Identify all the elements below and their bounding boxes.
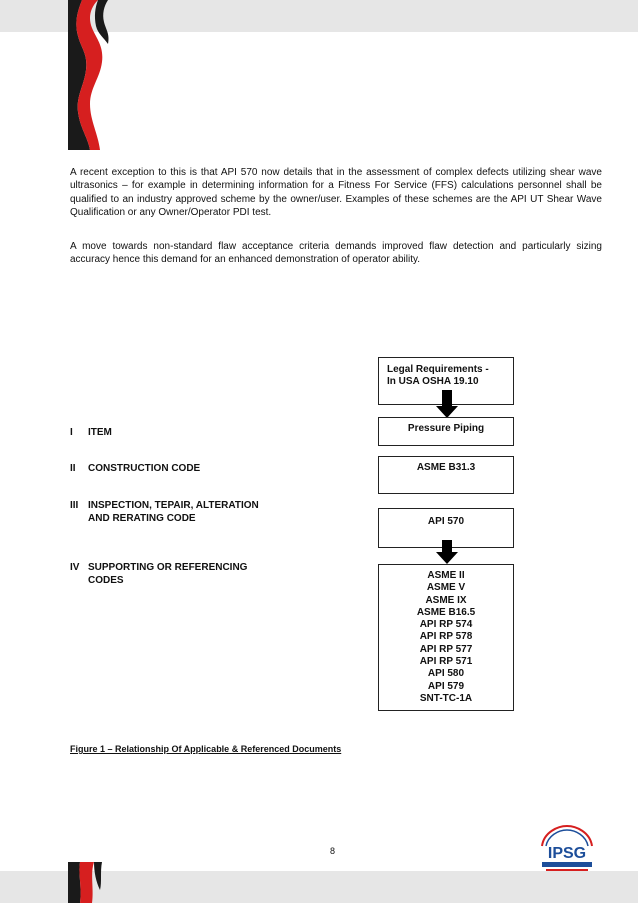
label-numeral: IV [70, 562, 80, 573]
code-item: API 580 [427, 668, 465, 680]
label-numeral: I [70, 427, 73, 438]
logo-text: IPSG [547, 845, 587, 862]
code-item: ASME II [427, 570, 465, 581]
flame-logo-icon [68, 0, 112, 150]
label-numeral: II [70, 463, 76, 474]
label-text: ITEM [88, 427, 112, 438]
code-item: API RP 577 [419, 643, 473, 655]
referenced-codes-box [378, 564, 514, 711]
code-item: ASME B16.5 [416, 606, 476, 618]
box-line: Legal Requirements - [387, 364, 489, 375]
down-arrow-icon [436, 540, 458, 566]
code-item: ASME V [426, 582, 466, 594]
page-number: 8 [330, 846, 336, 856]
label-text: CONSTRUCTION CODE [88, 463, 201, 474]
code-item: ASME IX [425, 594, 467, 606]
label-text: AND RERATING CODE [88, 512, 196, 524]
code-item: API 579 [427, 680, 465, 692]
flame-logo-icon [68, 862, 108, 903]
code-item: SNT-TC-1A [419, 692, 473, 704]
figure-caption: Figure 1 – Relationship Of Applicable & Referenced Documents [70, 744, 342, 754]
body-paragraph-1: A recent exception to this is that API 570 now details that in the assessment of complex defects utilizing shear wave ultrasonics – for example in determining information for a Fitness For Service (FFS) calculations personnel shall be qualified to an industry approved scheme by the owner/user. Examples of these schemes are the API UT Shear Wave Qualification or any Owner/Operator PDI test. [70, 167, 602, 219]
label-text: INSPECTION, TEPAIR, ALTERATION [88, 500, 259, 511]
construction-code-box: ASME B31.3 [378, 456, 514, 494]
figure-label-supporting [70, 562, 247, 587]
figure-label-inspection [70, 500, 259, 525]
code-item: API RP 574 [419, 619, 473, 631]
inspection-code-box: API 570 [378, 508, 514, 548]
label-text: CODES [88, 574, 124, 586]
down-arrow-icon [436, 390, 458, 420]
code-item: API RP 571 [419, 656, 473, 668]
label-text: SUPPORTING OR REFERENCING [88, 562, 248, 573]
ipsg-logo [536, 824, 598, 874]
pressure-piping-box: Pressure Piping [378, 417, 514, 446]
label-numeral: III [70, 500, 79, 511]
figure-label-item [70, 427, 112, 440]
figure-label-construction [70, 463, 200, 476]
body-paragraph-2: A move towards non-standard flaw acceptance criteria demands improved flaw detection and particularly sizing accuracy hence this demand for an enhanced demonstration of operator ability. [70, 241, 602, 266]
box-line: In USA OSHA 19.10 [387, 376, 479, 388]
code-item: API RP 578 [419, 631, 473, 643]
